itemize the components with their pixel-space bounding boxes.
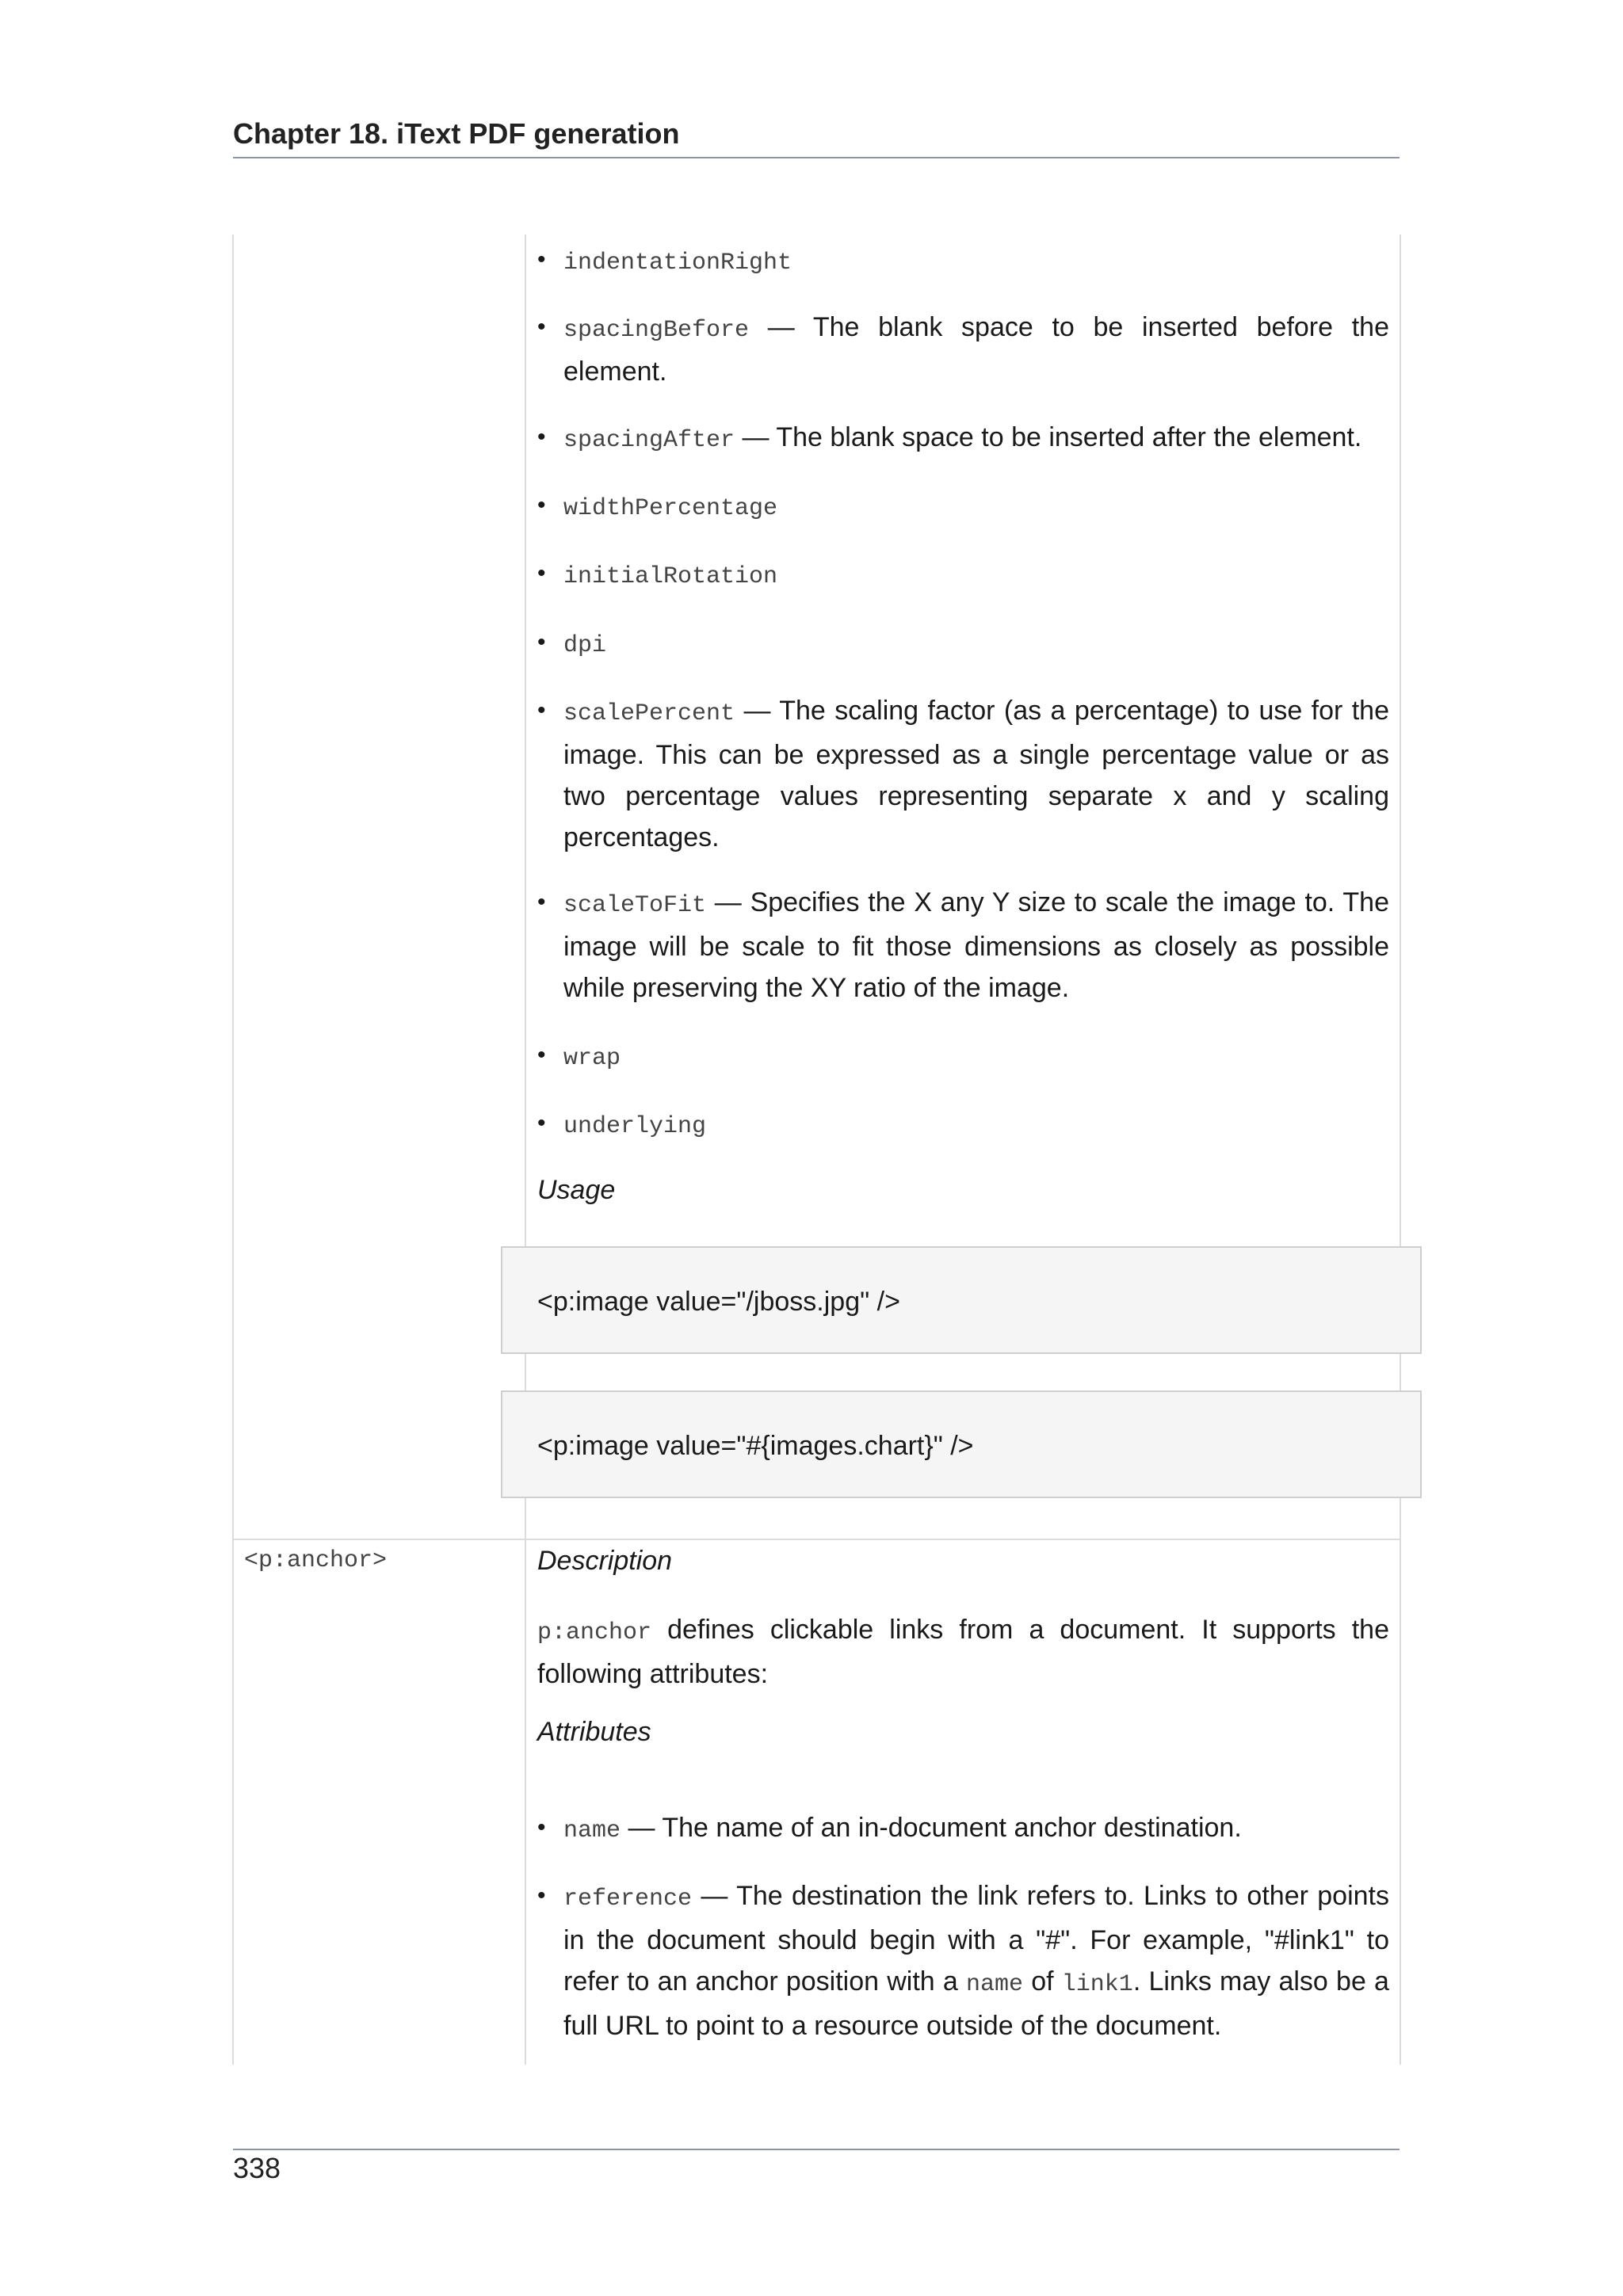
attribute-description: The blank space to be inserted before the element. (563, 312, 1389, 387)
attribute-description: The scaling factor (as a percentage) to use for the image. This can be expressed as a single percentage value or as two percentage values representing separate x and y scaling percentages. (563, 696, 1389, 852)
separator: — (714, 887, 742, 917)
bullet-icon: • (537, 1814, 546, 1840)
attribute-name: initialRotation (563, 563, 778, 590)
bullet-icon: • (537, 697, 546, 723)
inline-code-name: name (966, 1971, 1024, 1998)
separator: — (743, 696, 771, 726)
code-example-jboss: <p:image value="/jboss.jpg" /> (501, 1246, 1422, 1354)
anchor-intro-code: p:anchor (537, 1619, 652, 1646)
bullet-icon: • (537, 629, 546, 655)
attribute-name: wrap (563, 1045, 621, 1072)
attribute-description: The name of an in-document anchor destination. (662, 1813, 1242, 1843)
separator: — (628, 1813, 655, 1843)
anchor-intro-text: defines clickable links from a document. It supports the following attributes: (537, 1615, 1389, 1689)
table-right-border (1400, 235, 1401, 2065)
attribute-name: widthPercentage (563, 495, 778, 522)
bullet-icon: • (537, 246, 546, 273)
bullet-icon: • (537, 560, 546, 586)
attributes-heading: Attributes (537, 1717, 651, 1747)
bullet-icon: • (537, 1042, 546, 1068)
attribute-name: spacingBefore (563, 317, 750, 344)
page-header-title: Chapter 18. iText PDF generation (233, 117, 680, 150)
header-rule (233, 157, 1400, 158)
attribute-description-cont: of (1031, 1966, 1054, 1997)
attribute-name: scalePercent (563, 700, 735, 727)
separator: — (742, 422, 769, 452)
usage-heading: Usage (537, 1175, 616, 1205)
code-example-chart: <p:image value="#{images.chart}" /> (501, 1390, 1422, 1498)
description-heading: Description (537, 1546, 673, 1576)
attribute-description: The blank space to be inserted after the element. (776, 422, 1362, 452)
bullet-icon: • (537, 889, 546, 915)
attribute-name: dpi (563, 632, 607, 659)
attribute-description-end: . Links may also be a full URL to point to a resource outside of the document. (563, 1966, 1389, 2041)
attribute-name: name (563, 1817, 621, 1844)
bullet-icon: • (537, 1110, 546, 1136)
attribute-name: reference (563, 1886, 693, 1913)
page-number: 338 (233, 2152, 281, 2184)
table-column-divider (525, 235, 526, 2065)
anchor-intro (537, 1609, 1389, 1695)
bullet-icon: • (537, 492, 546, 518)
attribute-name: spacingAfter (563, 427, 735, 454)
attribute-name: underlying (563, 1113, 707, 1140)
attribute-description: Specifies the X any Y size to scale the image to. The image will be scale to fit those dimensions as closely as possible while preserving the XY ratio of the image. (563, 887, 1389, 1003)
attribute-name: scaleToFit (563, 892, 707, 919)
footer-rule (233, 2149, 1400, 2150)
bullet-icon: • (537, 424, 546, 450)
separator: — (767, 312, 795, 342)
separator: — (701, 1881, 728, 1911)
table-left-border (232, 235, 234, 2065)
inline-code-link1: link1 (1061, 1971, 1133, 1998)
anchor-tag-cell: <p:anchor> (244, 1547, 388, 1574)
attribute-description: The destination the link refers to. Links to other points in the document should begin with a "#". For example, "#link1" to refer to an anchor position with a (563, 1881, 1389, 1997)
bullet-icon: • (537, 314, 546, 340)
attribute-name: indentationRight (563, 250, 792, 277)
bullet-icon: • (537, 1882, 546, 1909)
